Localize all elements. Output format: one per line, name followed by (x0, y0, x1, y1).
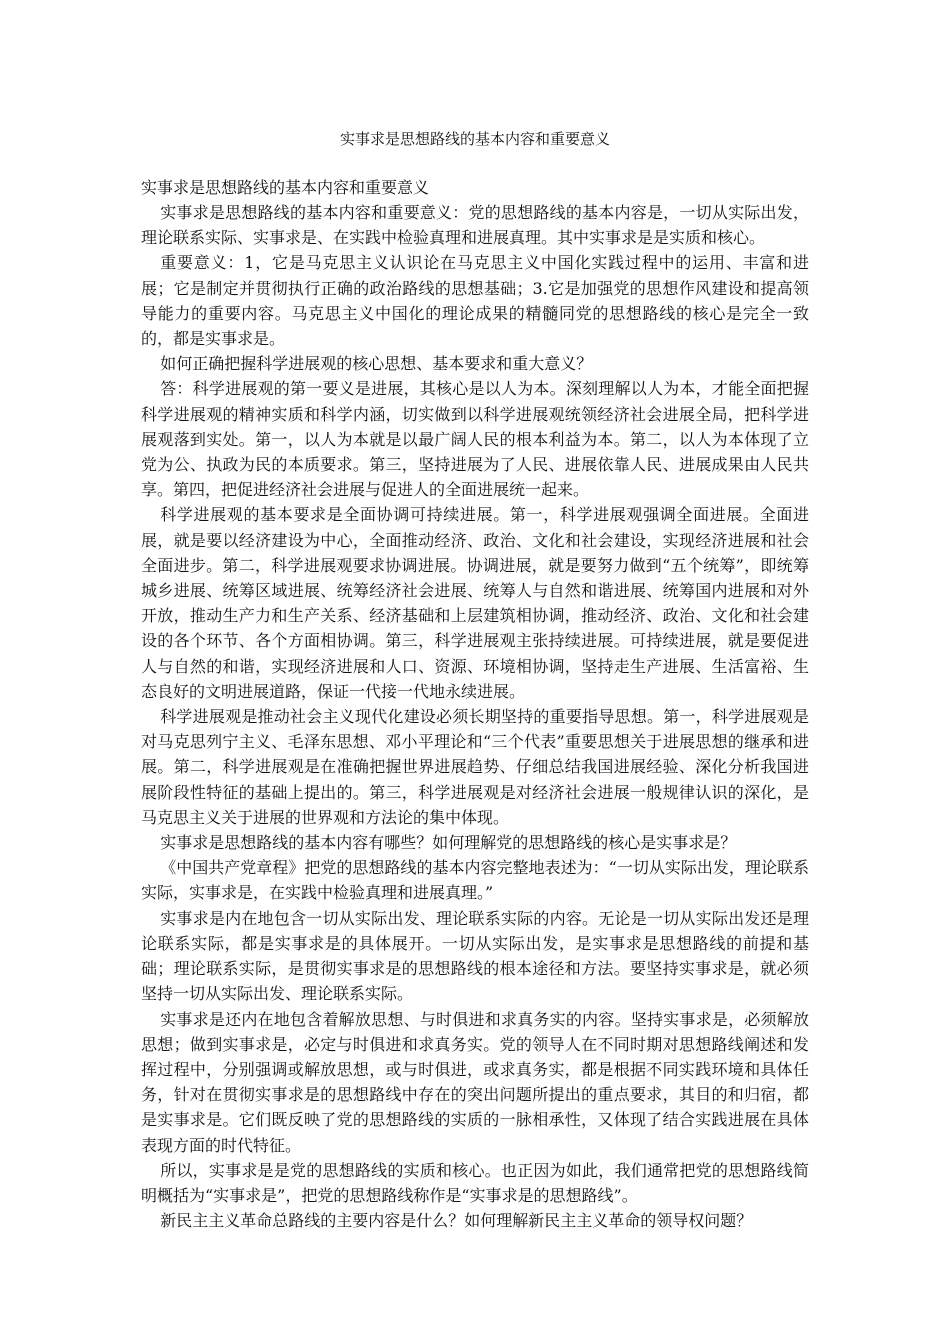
paragraph: 实事求是思想路线的基本内容有哪些？如何理解党的思想路线的核心是实事求是？ (160, 833, 737, 853)
paragraph: 如何正确把握科学进展观的核心思想、基本要求和重大意义？ (160, 354, 593, 374)
paragraph: 科学进展观是推动社会主义现代化建设必须长期坚持的重要指导思想。第一，科学进展观是对马克思列宁主义、毛泽东思想、邓小平理论和“三个代表”重要思想关于进展思想的继承和进展。第二，科学进展观是在准确把握世界进展趋势、仔细总结我国进展经验、深化分析我国进展阶段性特征的基础上提出的。第三，科学进展观是对经济社会进展一般规律认识的深化，是马克思主义关于进展的世界观和方法论的集中体现。 (141, 707, 809, 827)
document-body (141, 176, 809, 1233)
paragraph: 答：科学进展观的第一要义是进展，其核心是以人为本。深刻理解以人为本，才能全面把握科学进展观的精神实质和科学内涵，切实做到以科学进展观统领经济社会进展全局，把科学进展观落到实处。第一，以人为本就是以最广阔人民的根本利益为本。第二，以人为本体现了立党为公、执政为民的本质要求。第三，坚持进展为了人民、进展依靠人民、进展成果由人民共享。第四，把促进经济社会进展与促进人的全面进展统一起来。 (141, 379, 809, 500)
paragraph: 重要意义：1，它是马克思主义认识论在马克思主义中国化实践过程中的运用、丰富和进展；它是制定并贯彻执行正确的政治路线的思想基础；3.它是加强党的思想作风建设和提高领导能力的重要内容。马克思主义中国化的理论成果的精髓同党的思想路线的核心是完全一致的，都是实事求是。 (141, 253, 809, 349)
paragraph: 实事求是内在地包含一切从实际出发、理论联系实际的内容。无论是一切从实际出发还是理论联系实际，都是实事求是的具体展开。一切从实际出发，是实事求是思想路线的前提和基础；理论联系实际，是贯彻实事求是的思想路线的根本途径和方法。要坚持实事求是，就必须坚持一切从实际出发、理论联系实际。 (141, 908, 809, 1004)
document-title: 实事求是思想路线的基本内容和重要意义 (339, 130, 610, 148)
paragraph: 实事求是还内在地包含着解放思想、与时俱进和求真务实的内容。坚持实事求是，必须解放思想；做到实事求是，必定与时俱进和求真务实。党的领导人在不同时期对思想路线阐述和发挥过程中，分别强调或解放思想，或与时俱进，或求真务实，都是根据不同实践环境和具体任务，针对在贯彻实事求是的思想路线中存在的突出问题所提出的重点要求，其目的和归宿，都是实事求是。它们既反映了党的思想路线的实质的一脉相承性，又体现了结合实践进展在具体表现方面的时代特征。 (141, 1009, 809, 1155)
paragraph: 新民主主义革命总路线的主要内容是什么？如何理解新民主主义革命的领导权问题？ (160, 1211, 753, 1231)
paragraph: 所以，实事求是是党的思想路线的实质和核心。也正因为如此，我们通常把党的思想路线简明概括为“实事求是”，把党的思想路线称作是“实事求是的思想路线”。 (141, 1160, 809, 1205)
paragraph: 科学进展观的基本要求是全面协调可持续进展。第一，科学进展观强调全面进展。全面进展，就是要以经济建设为中心，全面推动经济、政治、文化和社会建设，实现经济进展和社会全面进步。第二，科学进展观要求协调进展。协调进展，就是要努力做到“五个统筹”，即统筹城乡进展、统筹区域进展、统筹经济社会进展、统筹人与自然和谐进展、统筹国内进展和对外开放，推动生产力和生产关系、经济基础和上层建筑相协调，推动经济、政治、文化和社会建设的各个环节、各个方面相协调。第三，科学进展观主张持续进展。可持续进展，就是要促进人与自然的和谐，实现经济进展和人口、资源、环境相协调，坚持走生产进展、生活富裕、生态良好的文明进展道路，保证一代接一代地永续进展。 (141, 505, 809, 701)
paragraph: 实事求是思想路线的基本内容和重要意义：党的思想路线的基本内容是，一切从实际出发，理论联系实际、实事求是、在实践中检验真理和进展真理。其中实事求是是实质和核心。 (141, 203, 809, 248)
document-subtitle: 实事求是思想路线的基本内容和重要意义 (141, 178, 430, 197)
paragraph: 《中国共产党章程》把党的思想路线的基本内容完整地表述为：“一切从实际出发，理论联系实际，实事求是，在实践中检验真理和进展真理。” (141, 858, 809, 903)
